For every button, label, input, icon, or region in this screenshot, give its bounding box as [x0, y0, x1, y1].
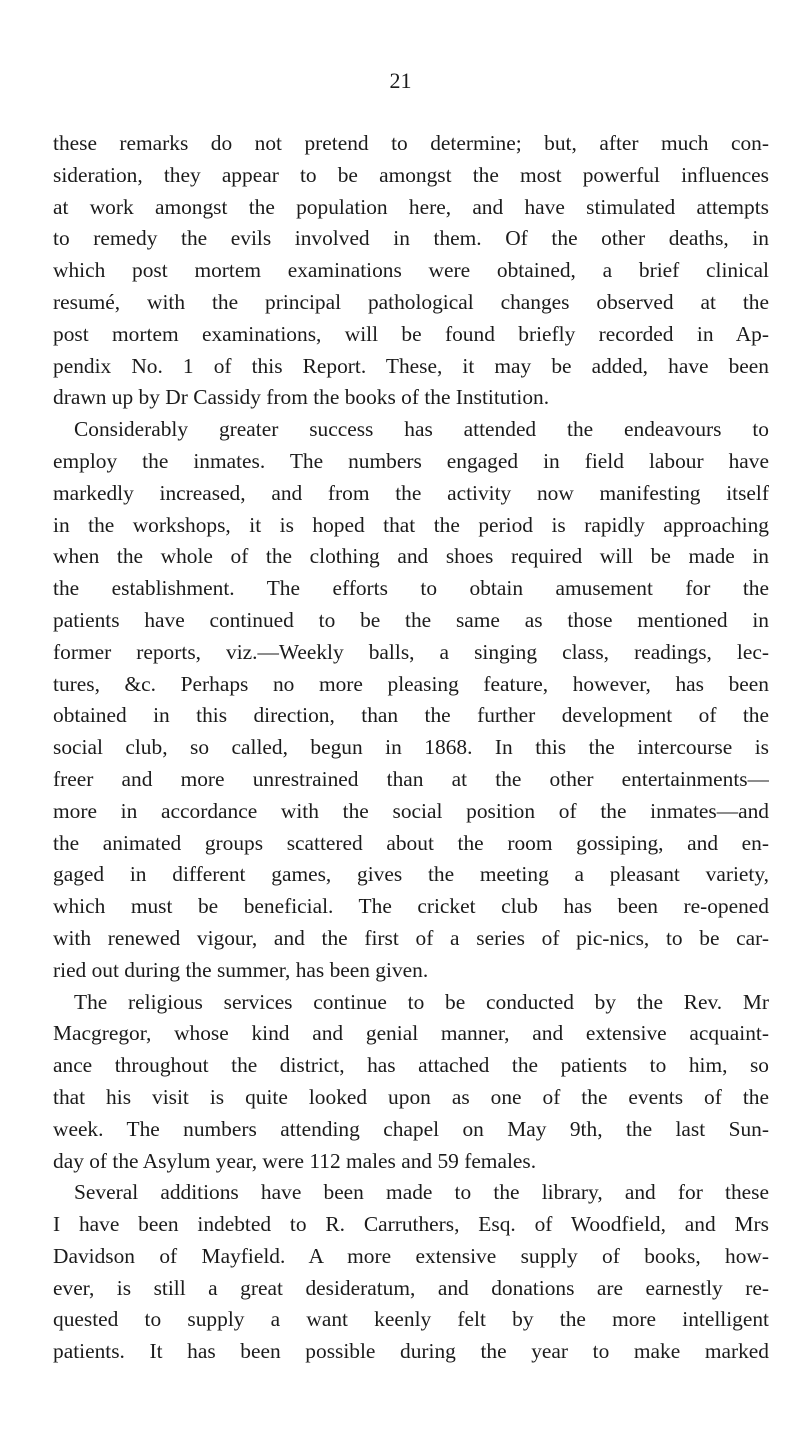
text-line: which post mortem examinations were obtained, a brief clinical: [53, 258, 769, 283]
text-line: patients. It has been possible during the year to make marked: [53, 1339, 769, 1364]
text-line: to remedy the evils involved in them. Of the other deaths, in: [53, 226, 769, 251]
text-line: ance throughout the district, has attached the patients to him, so: [53, 1053, 769, 1078]
text-line: markedly increased, and from the activity now manifesting itself: [53, 480, 769, 505]
text-line: with renewed vigour, and the first of a series of pic-nics, to be car-: [53, 925, 769, 950]
text-line: I have been indebted to R. Carruthers, Esq. of Woodfield, and Mrs: [53, 1212, 769, 1237]
text-line: freer and more unrestrained than at the other entertainments—: [53, 766, 769, 791]
body-text: [53, 128, 769, 1368]
text-line: tures, &c. Perhaps no more pleasing feature, however, has been: [53, 671, 769, 696]
text-line: resumé, with the principal pathological changes observed at the: [53, 289, 769, 314]
text-line: patients have continued to be the same as those mentioned in: [53, 607, 769, 632]
text-line: drawn up by Dr Cassidy from the books of the Institution.: [53, 385, 550, 410]
text-line: day of the Asylum year, were 112 males and 59 females.: [53, 1148, 537, 1173]
text-line: the establishment. The efforts to obtain amusement for the: [53, 576, 769, 601]
text-line: The religious services continue to be conducted by the Rev. Mr: [74, 989, 769, 1014]
text-line: employ the inmates. The numbers engaged in field labour have: [53, 448, 769, 473]
text-line: Several additions have been made to the library, and for these: [74, 1180, 769, 1205]
text-line: post mortem examinations, will be found briefly recorded in Ap-: [53, 321, 769, 346]
text-line: more in accordance with the social position of the inmates—and: [53, 798, 769, 823]
text-line: in the workshops, it is hoped that the period is rapidly approaching: [53, 512, 769, 537]
text-line: pendix No. 1 of this Report. These, it may be added, have been: [53, 353, 769, 378]
text-line: quested to supply a want keenly felt by the more intelligent: [53, 1307, 769, 1332]
text-line: these remarks do not pretend to determine; but, after much con-: [53, 131, 769, 155]
text-line: ried out during the summer, has been given.: [53, 957, 429, 982]
text-line: ever, is still a great desideratum, and donations are earnestly re-: [53, 1275, 769, 1300]
text-line: social club, so called, begun in 1868. In this the intercourse is: [53, 735, 769, 760]
text-line: former reports, viz.—Weekly balls, a singing class, readings, lec-: [53, 639, 769, 664]
text-line: Considerably greater success has attended the endeavours to: [74, 417, 769, 442]
text-line: that his visit is quite looked upon as one of the events of the: [53, 1084, 769, 1109]
text-line: Macgregor, whose kind and genial manner, and extensive acquaint-: [53, 1021, 769, 1046]
text-line: at work amongst the population here, and have stimulated attempts: [53, 194, 769, 219]
text-line: obtained in this direction, than the further development of the: [53, 703, 769, 728]
text-line: gaged in different games, gives the meeting a pleasant variety,: [53, 862, 769, 887]
text-line: sideration, they appear to be amongst the most powerful influences: [53, 162, 769, 187]
text-line: week. The numbers attending chapel on May 9th, the last Sun-: [53, 1116, 769, 1141]
text-line: which must be beneficial. The cricket club has been re-opened: [53, 894, 769, 919]
page-number: 21: [389, 68, 412, 93]
text-line: the animated groups scattered about the room gossiping, and en-: [53, 830, 769, 855]
text-line: Davidson of Mayfield. A more extensive supply of books, how-: [53, 1243, 769, 1268]
text-line: when the whole of the clothing and shoes required will be made in: [53, 544, 769, 569]
